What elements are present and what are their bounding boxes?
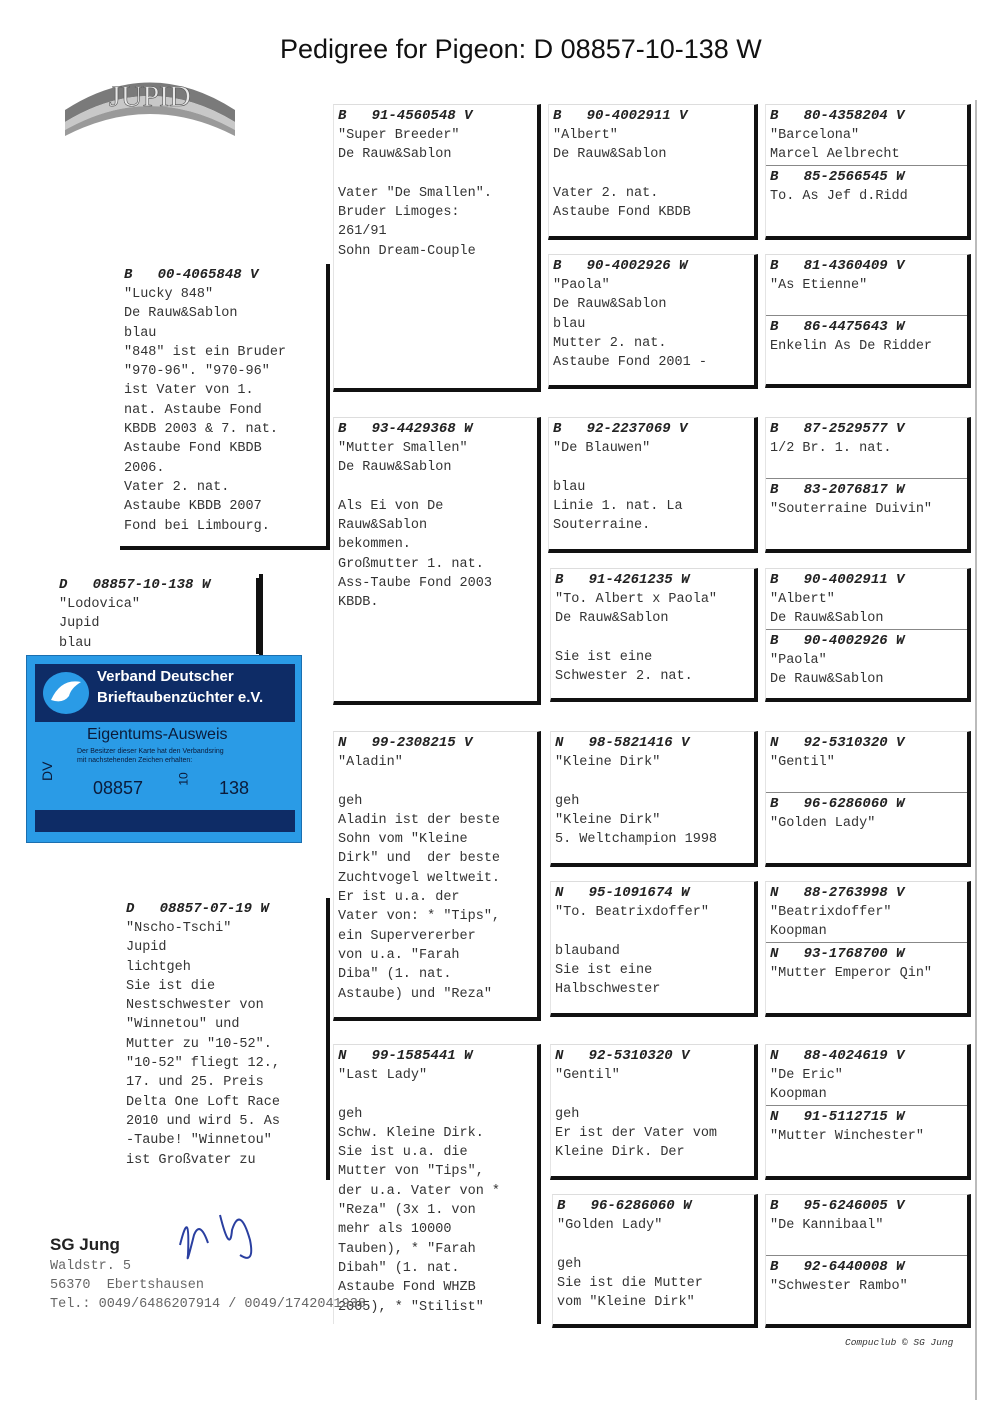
great-grandparent-ring: B 96-6286060 W	[557, 1198, 692, 1214]
mother-line: "10-52" fliegt 12.,	[126, 1056, 280, 1072]
father-line: "848" ist ein Bruder	[124, 344, 287, 360]
ancestor-line: "Beatrixdoffer"	[770, 905, 892, 920]
mother-line: Sie ist die	[126, 978, 216, 994]
great-grandparent-line: "Gentil"	[555, 1068, 620, 1083]
great-grandparent-ring: N 92-5310320 V	[555, 1048, 690, 1064]
grandparent-line: De Rauw&Sablon	[338, 147, 452, 163]
grandparent-line: 261/91	[338, 224, 387, 240]
ancestor-ring: B 83-2076817 W	[770, 481, 905, 498]
mother-box	[122, 898, 330, 1180]
great-grandparent-box	[548, 417, 758, 553]
grandparent-box	[333, 731, 541, 1021]
ancestor-line: "Gentil"	[770, 755, 835, 770]
great-grandparent-ring: B 92-2237069 V	[553, 421, 688, 437]
great-grandparent-line: "To. Albert x Paola"	[555, 592, 718, 607]
grandparent-line: Er ist u.a. der	[338, 890, 460, 906]
great-grandparent-line: vom "Kleine Dirk"	[557, 1295, 695, 1311]
grandparent-line: von u.a. "Farah	[338, 947, 460, 963]
mother-line: "Nscho-Tschi"	[126, 921, 232, 936]
great-grandparent-line: blau	[553, 479, 586, 495]
mother-line: Jupid	[126, 940, 167, 956]
ancestor-ring: B 95-6246005 V	[770, 1198, 905, 1214]
great-grandparent-ring: B 91-4261235 W	[555, 572, 690, 588]
great-grandparent-box	[552, 1194, 758, 1328]
page-edge-line	[975, 100, 977, 1400]
father-line: Astaube KBDB 2007	[124, 499, 262, 515]
card-dv-label: DV	[39, 761, 55, 781]
father-ring: B 00-4065848 V	[124, 267, 259, 283]
grandparent-line: Als Ei von De	[338, 498, 444, 514]
grandparent-line: Rauw&Sablon	[338, 518, 428, 534]
great-grandparent-line: 5. Weltchampion 1998	[555, 832, 718, 848]
mother-line: Delta One Loft Race	[126, 1094, 280, 1110]
ancestor-line: Koopman	[770, 1087, 827, 1103]
ancestor-line: To. As Jef d.Ridd	[770, 188, 908, 204]
ancestor-pair-box	[765, 1044, 971, 1180]
great-grandparent-line: "Golden Lady"	[557, 1218, 663, 1233]
subject-ring: D 08857-10-138 W	[59, 577, 211, 593]
ancestor-ring: N 92-5310320 V	[770, 735, 905, 751]
great-grandparent-line: Kleine Dirk. Der	[555, 1145, 685, 1161]
great-grandparent-ring: B 90-4002926 W	[553, 258, 688, 274]
subject-line: blau	[59, 635, 92, 651]
great-grandparent-line: De Rauw&Sablon	[555, 611, 669, 627]
father-box	[120, 264, 330, 550]
subject-box	[55, 574, 263, 658]
ancestor-ring: B 85-2566545 W	[770, 168, 905, 185]
grandparent-line: Sohn vom "Kleine	[338, 832, 468, 848]
great-grandparent-box	[550, 731, 758, 867]
father-line: "Lucky 848"	[124, 287, 214, 302]
breeder-street: Waldstr. 5	[50, 1259, 132, 1274]
great-grandparent-line: geh	[555, 793, 580, 809]
card-small-text: mit nachstehenden Zeichen erhalten:	[77, 757, 193, 764]
grandparent-box	[333, 417, 541, 705]
ancestor-ring: B 90-4002926 W	[770, 632, 905, 649]
great-grandparent-line: "Albert"	[553, 128, 618, 143]
great-grandparent-ring: N 95-1091674 W	[555, 885, 690, 901]
grandparent-line: der u.a. Vater von *	[338, 1183, 501, 1199]
subject-line: "Lodovica"	[59, 597, 141, 612]
great-grandparent-line: De Rauw&Sablon	[553, 147, 667, 163]
ancestor-line: "Mutter Emperor Qin"	[770, 965, 933, 981]
subject-line: Jupid	[59, 616, 100, 632]
ancestor-line: Marcel Aelbrecht	[770, 147, 900, 163]
grandparent-ring: N 99-2308215 V	[338, 735, 473, 751]
ancestor-line: "Paola"	[770, 652, 827, 668]
ancestor-ring: B 86-4475643 W	[770, 318, 905, 335]
ancestor-ring: B 92-6440008 W	[770, 1258, 905, 1275]
mother-line: Mutter zu "10-52".	[126, 1036, 272, 1052]
great-grandparent-line: Astaube Fond KBDB	[553, 205, 691, 221]
grandparent-line: "Reza" (3x 1. von	[338, 1203, 476, 1219]
card-ring-serial: 138	[219, 778, 250, 798]
mother-line: 17. und 25. Preis	[126, 1075, 264, 1091]
ancestor-line: "De Eric"	[770, 1068, 843, 1083]
signature	[170, 1195, 270, 1270]
grandparent-line: mehr als 10000	[338, 1222, 452, 1238]
great-grandparent-line: "Kleine Dirk"	[555, 812, 661, 828]
great-grandparent-box	[550, 1044, 758, 1180]
father-line: Astaube Fond KBDB	[124, 441, 262, 457]
great-grandparent-line: Linie 1. nat. La	[553, 498, 683, 514]
page-title: Pedigree for Pigeon: D 08857-10-138 W	[280, 34, 762, 64]
grandparent-line: "Mutter Smallen"	[338, 441, 468, 456]
ancestor-ring: N 91-5112715 W	[770, 1108, 905, 1125]
ancestor-pair-box	[765, 254, 971, 388]
great-grandparent-box	[550, 568, 758, 702]
grandparent-line: Sie ist u.a. die	[338, 1145, 468, 1161]
grandparent-line: KBDB.	[338, 595, 379, 611]
great-grandparent-line: geh	[557, 1256, 582, 1272]
father-line: 2006.	[124, 460, 165, 476]
grandparent-line: Tauben), * "Farah	[338, 1241, 476, 1257]
grandparent-line: Aladin ist der beste	[338, 812, 501, 828]
ancestor-line: 1/2 Br. 1. nat.	[770, 441, 892, 456]
card-pattern	[35, 810, 295, 832]
grandparent-box	[333, 1044, 541, 1324]
great-grandparent-line: "Kleine Dirk"	[555, 755, 661, 770]
grandparent-line: Dirk" und der beste	[338, 851, 501, 867]
grandparent-line: Sohn Dream-Couple	[338, 243, 476, 259]
grandparent-line: Bruder Limoges:	[338, 205, 460, 221]
ancestor-pair-box	[765, 1194, 971, 1328]
father-line: blau	[124, 325, 157, 341]
father-line: Fond bei Limbourg.	[124, 518, 270, 534]
grandparent-box	[333, 104, 541, 392]
ancestor-ring: B 96-6286060 W	[770, 795, 905, 812]
great-grandparent-line: "Paola"	[553, 278, 610, 293]
ancestor-line: De Rauw&Sablon	[770, 671, 884, 687]
mother-line: "Winnetou" und	[126, 1017, 240, 1033]
great-grandparent-line: Astaube Fond 2001 -	[553, 355, 707, 371]
ancestor-pair-box	[765, 104, 971, 240]
grandparent-line: "Super Breeder"	[338, 128, 460, 143]
grandparent-line: De Rauw&Sablon	[338, 460, 452, 476]
ancestor-ring: B 90-4002911 V	[770, 572, 905, 588]
ancestor-pair-box	[765, 881, 971, 1017]
grandparent-line: ein Supervererber	[338, 928, 476, 944]
grandparent-line: 2005), * "Stilist"	[338, 1299, 484, 1315]
ancestor-line: De Rauw&Sablon	[770, 611, 884, 627]
great-grandparent-line: Schwester 2. nat.	[555, 669, 693, 685]
father-line: De Rauw&Sablon	[124, 306, 238, 322]
card-org-line: Brieftaubenzüchter e.V.	[97, 689, 264, 706]
great-grandparent-line: blauband	[555, 943, 620, 959]
ancestor-ring: B 81-4360409 V	[770, 258, 905, 274]
father-line: ist Vater von 1.	[124, 383, 254, 399]
ancestor-pair-box	[765, 417, 971, 553]
grandparent-line: Vater von: * "Tips",	[338, 909, 501, 925]
ancestor-ring: B 87-2529577 V	[770, 421, 905, 437]
ancestor-ring: B 80-4358204 V	[770, 108, 905, 124]
software-credit: Compuclub © SG Jung	[845, 1337, 954, 1348]
grandparent-line: Schw. Kleine Dirk.	[338, 1125, 484, 1141]
breeder-city: 56370 Ebertshausen	[50, 1278, 204, 1293]
grandparent-line: Astaube Fond WHZB	[338, 1280, 476, 1296]
great-grandparent-line: Er ist der Vater vom	[555, 1125, 718, 1141]
connector-line	[256, 578, 260, 654]
ownership-card	[26, 655, 302, 843]
ancestor-line: "Barcelona"	[770, 128, 860, 143]
grandparent-ring: B 93-4429368 W	[338, 421, 473, 437]
father-line: nat. Astaube Fond	[124, 402, 262, 418]
ancestor-line: "Albert"	[770, 592, 835, 607]
grandparent-line: Mutter von "Tips",	[338, 1164, 484, 1180]
card-title: Eigentums-Ausweis	[87, 726, 228, 743]
mother-line: Nestschwester von	[126, 998, 264, 1014]
jupid-logo	[60, 60, 240, 140]
great-grandparent-box	[548, 104, 758, 240]
mother-line: ist Großvater zu	[126, 1152, 256, 1168]
ancestor-line: Koopman	[770, 924, 827, 940]
great-grandparent-line: "To. Beatrixdoffer"	[555, 905, 709, 920]
great-grandparent-line: Sie ist die Mutter	[557, 1275, 703, 1291]
card-org-line: Verband Deutscher	[97, 668, 234, 685]
great-grandparent-line: Halbschwester	[555, 982, 661, 998]
great-grandparent-line: blau	[553, 316, 586, 332]
ancestor-ring: N 88-4024619 V	[770, 1048, 905, 1064]
great-grandparent-line: Souterraine.	[553, 518, 651, 534]
great-grandparent-line: Sie ist eine	[555, 962, 653, 978]
great-grandparent-ring: B 90-4002911 V	[553, 108, 688, 124]
grandparent-line: geh	[338, 1106, 363, 1122]
grandparent-line: Astaube) und "Reza"	[338, 986, 492, 1002]
breeder-phone: Tel.: 0049/6486207914 / 0049/1742041938	[50, 1297, 366, 1312]
great-grandparent-line: De Rauw&Sablon	[553, 297, 667, 313]
great-grandparent-line: geh	[555, 1106, 580, 1122]
grandparent-line: Vater "De Smallen".	[338, 185, 492, 201]
great-grandparent-line: "De Blauwen"	[553, 441, 651, 456]
father-line: "970-96". "970-96"	[124, 364, 270, 380]
grandparent-line: "Last Lady"	[338, 1068, 428, 1083]
great-grandparent-box	[550, 881, 758, 1017]
logo-text: JUPID	[109, 80, 191, 113]
grandparent-ring: B 91-4560548 V	[338, 108, 473, 124]
ancestor-pair-box	[765, 568, 971, 702]
card-ring-year: 10	[176, 772, 191, 786]
ancestor-line: "Mutter Winchester"	[770, 1128, 924, 1144]
ancestor-line: "Golden Lady"	[770, 815, 876, 831]
ancestor-line: "Souterraine Duivin"	[770, 501, 933, 517]
father-line: KBDB 2003 & 7. nat.	[124, 422, 278, 438]
card-small-text: Der Besitzer dieser Karte hat den Verbandsring	[77, 748, 224, 755]
connector-line	[326, 900, 330, 1180]
great-grandparent-line: Sie ist eine	[555, 649, 653, 665]
card-ring-number: 08857	[93, 778, 144, 798]
mother-line: 2010 und wird 5. As	[126, 1113, 280, 1129]
grandparent-line: bekommen.	[338, 537, 411, 553]
ancestor-pair-box	[765, 731, 971, 867]
grandparent-line: geh	[338, 793, 363, 809]
ancestor-ring: N 93-1768700 W	[770, 945, 905, 962]
ancestor-line: "Schwester Rambo"	[770, 1278, 908, 1294]
grandparent-line: "Aladin"	[338, 755, 403, 770]
grandparent-line: Ass-Taube Fond 2003	[338, 576, 492, 592]
mother-line: -Taube! "Winnetou"	[126, 1133, 272, 1149]
great-grandparent-ring: N 98-5821416 V	[555, 735, 690, 751]
mother-ring: D 08857-07-19 W	[126, 901, 269, 917]
grandparent-line: Diba" (1. nat.	[338, 967, 452, 983]
ancestor-ring: N 88-2763998 V	[770, 885, 905, 901]
grandparent-line: Zuchtvogel weltweit.	[338, 870, 501, 886]
ancestor-line: "De Kannibaal"	[770, 1218, 884, 1233]
ancestor-line: "As Etienne"	[770, 278, 868, 293]
breeder-name: SG Jung	[50, 1235, 120, 1254]
father-line: Vater 2. nat.	[124, 479, 230, 495]
great-grandparent-line: Mutter 2. nat.	[553, 335, 667, 351]
great-grandparent-line: Vater 2. nat.	[553, 185, 659, 201]
grandparent-ring: N 99-1585441 W	[338, 1048, 473, 1064]
grandparent-line: Dibah" (1. nat.	[338, 1260, 460, 1276]
mother-line: lichtgeh	[126, 959, 191, 975]
ancestor-line: Enkelin As De Ridder	[770, 338, 933, 354]
great-grandparent-box	[548, 254, 758, 389]
pigeon-icon	[41, 670, 91, 716]
grandparent-line: Großmutter 1. nat.	[338, 556, 484, 572]
